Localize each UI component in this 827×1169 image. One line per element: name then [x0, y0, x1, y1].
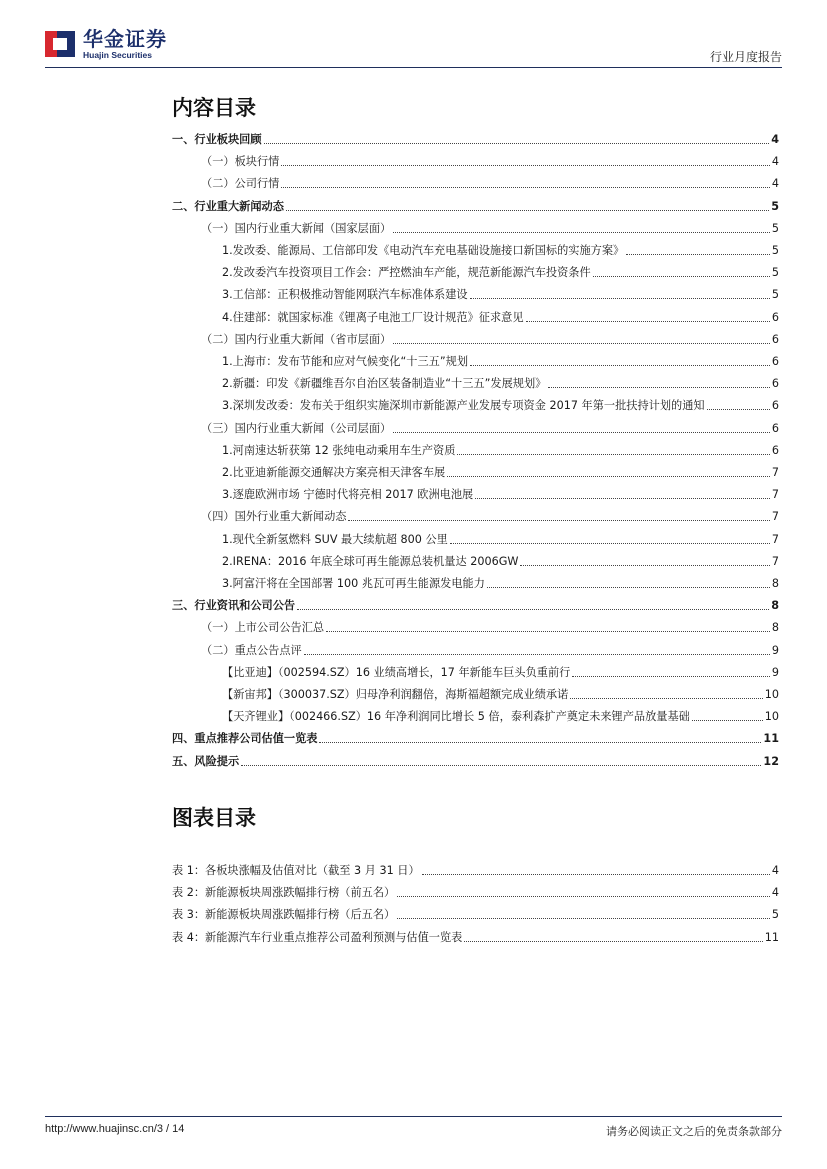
toc-entry-page: 11	[764, 930, 779, 944]
toc-entry-page: 6	[771, 443, 779, 457]
toc-entry-page: 6	[771, 310, 779, 324]
toc-entry[interactable]	[222, 375, 779, 391]
logo-mark-icon	[45, 28, 77, 60]
toc-entry[interactable]	[222, 286, 779, 302]
toc-entry[interactable]	[222, 664, 779, 680]
toc-entry[interactable]	[222, 708, 779, 724]
toc-entry-page: 5	[771, 288, 779, 302]
toc-entry[interactable]	[201, 420, 779, 436]
toc-entry-page: 5	[771, 199, 779, 213]
toc-entry[interactable]	[201, 508, 779, 524]
toc-entry-label: （一）国内行业重大新闻（国家层面）	[201, 221, 392, 235]
dot-leader	[393, 343, 770, 344]
toc-entry-label: 2.IRENA：2016 年底全球可再生能源总装机量达 2006GW	[222, 554, 519, 568]
toc-entry-label: 1.发改委、能源局、工信部印发《电动汽车充电基础设施接口新国标的实施方案》	[222, 244, 625, 257]
toc-entry-page: 7	[771, 554, 779, 568]
toc-entry-label: 【天齐锂业】（002466.SZ）16 年净利润同比增长 5 倍，泰利森扩产奠定未来锂产品放量基础	[222, 710, 690, 724]
toc-entry-page: 10	[764, 710, 779, 724]
logo-chinese-name: 华金证券	[83, 27, 167, 51]
dot-leader	[692, 720, 763, 721]
toc-entry[interactable]	[222, 575, 779, 591]
dot-leader	[570, 698, 762, 699]
figures-title: 图表目录	[172, 806, 256, 830]
toc-entry[interactable]	[172, 862, 779, 878]
toc-entry-page: 4	[771, 177, 779, 191]
dot-leader	[450, 543, 770, 544]
toc-entry[interactable]	[172, 198, 779, 214]
footer-disclaimer: 请务必阅读正文之后的免责条款部分	[606, 1125, 782, 1138]
toc-entry-label: 2.发改委汽车投资项目工作会：严控燃油车产能，规范新能源汽车投资条件	[222, 266, 591, 280]
toc-entry-label: 表 2：新能源板块周涨跌幅排行榜（前五名）	[172, 886, 396, 900]
toc-entry[interactable]	[201, 642, 779, 658]
toc-entry-page: 9	[771, 643, 779, 657]
toc-entry[interactable]	[222, 242, 779, 258]
dot-leader	[264, 143, 770, 144]
toc-entry[interactable]	[222, 464, 779, 480]
dot-leader	[304, 654, 770, 655]
toc-entry-page: 8	[771, 621, 779, 635]
toc-title: 内容目录	[172, 96, 256, 120]
footer-url[interactable]: http://www.huajinsc.cn/3 / 14	[45, 1123, 185, 1135]
toc-entry[interactable]	[201, 619, 779, 635]
toc-entry[interactable]	[201, 331, 779, 347]
toc-entry-page: 6	[771, 399, 779, 413]
toc-entry-page: 7	[771, 466, 779, 479]
toc-entry-page: 7	[771, 488, 779, 502]
logo-english-name: Huajin Securities	[83, 50, 152, 60]
dot-leader	[397, 918, 770, 919]
toc-entry[interactable]	[172, 131, 779, 147]
toc-entry-page: 8	[771, 599, 779, 613]
report-type: 行业月度报告	[709, 50, 782, 64]
toc-entry-page: 4	[771, 155, 779, 169]
dot-leader	[475, 498, 770, 499]
toc-entry[interactable]	[222, 486, 779, 502]
dot-leader	[326, 631, 770, 632]
dot-leader	[593, 276, 770, 277]
toc-entry-page: 5	[771, 244, 779, 257]
toc-entry-label: 四、重点推荐公司估值一览表	[172, 732, 318, 746]
dot-leader	[526, 321, 770, 322]
dot-leader	[447, 476, 770, 477]
toc-entry-label: 1.河南速达斩获第 12 张纯电动乘用车生产资质	[222, 443, 456, 457]
toc-entry-page: 8	[771, 577, 779, 590]
company-logo	[45, 28, 167, 60]
toc-entry-page: 10	[764, 688, 779, 701]
toc-entry[interactable]	[222, 309, 779, 325]
toc-entry-label: 【比亚迪】（002594.SZ）16 业绩高增长，17 年新能车巨头负重前行	[222, 665, 571, 679]
toc-entry[interactable]	[222, 353, 779, 369]
toc-entry-label: 2.新疆：印发《新疆维吾尔自治区装备制造业“十三五”发展规划》	[222, 377, 547, 391]
toc-entry-page: 5	[771, 908, 779, 922]
toc-entry-label: （二）国内行业重大新闻（省市层面）	[201, 332, 392, 346]
dot-leader	[393, 232, 770, 233]
toc-entry-label: 3.深圳发改委：发布关于组织实施深圳市新能源产业发展专项资金 2017 年第一批扶持计划的通知	[222, 399, 705, 413]
toc-entry-page: 12	[763, 754, 779, 768]
toc-entry-page: 4	[771, 864, 779, 877]
toc-entry-label: 表 1：各板块涨幅及估值对比（截至 3 月 31 日）	[172, 864, 420, 877]
toc-entry-label: 表 3：新能源板块周涨跌幅排行榜（后五名）	[172, 908, 396, 922]
toc-entry-label: 三、行业资讯和公司公告	[172, 599, 296, 613]
toc-entry-label: （四）国外行业重大新闻动态	[201, 510, 347, 524]
toc-entry-label: （二）公司行情	[201, 177, 280, 191]
toc-entry-page: 5	[771, 221, 779, 235]
dot-leader	[297, 609, 769, 610]
toc-entry[interactable]	[172, 597, 779, 613]
toc-entry-page: 9	[771, 665, 779, 679]
toc-entry-label: 五、风险提示	[172, 754, 240, 768]
toc-entry[interactable]	[172, 929, 779, 945]
dot-leader	[319, 742, 761, 743]
dot-leader	[281, 165, 770, 166]
toc-entry[interactable]	[222, 264, 779, 280]
dot-leader	[548, 387, 770, 388]
dot-leader	[572, 676, 770, 677]
toc-entry-label: 4.住建部：就国家标准《锂离子电池工厂设计规范》征求意见	[222, 310, 524, 324]
dot-leader	[422, 874, 770, 875]
toc-entry-label: （三）国内行业重大新闻（公司层面）	[201, 421, 392, 435]
dot-leader	[397, 896, 770, 897]
toc-entry[interactable]	[201, 153, 779, 169]
toc-entry-page: 4	[771, 133, 779, 146]
toc-entry-label: 3.工信部：正积极推动智能网联汽车标准体系建设	[222, 288, 468, 302]
toc-entry-page: 6	[771, 332, 779, 346]
toc-entry[interactable]	[172, 906, 779, 922]
dot-leader	[707, 409, 770, 410]
dot-leader	[464, 941, 762, 942]
toc-entry-label: 表 4：新能源汽车行业重点推荐公司盈利预测与估值一览表	[172, 930, 463, 944]
dot-leader	[286, 210, 769, 211]
toc-entry[interactable]	[172, 884, 779, 900]
dot-leader	[487, 587, 770, 588]
toc-entry-page: 4	[771, 886, 779, 900]
toc-entry[interactable]	[172, 730, 779, 746]
dot-leader	[457, 454, 769, 455]
page-footer	[45, 1116, 782, 1138]
toc-entry-label: 3.逐鹿欧洲市场 宁德时代将亮相 2017 欧洲电池展	[222, 488, 474, 502]
toc-entry[interactable]	[222, 397, 779, 413]
toc-entry-label: 1.现代全新氢燃料 SUV 最大续航超 800 公里	[222, 532, 448, 546]
toc-entry-page: 11	[763, 732, 779, 746]
toc-entry-page: 6	[771, 421, 779, 435]
page-header	[45, 26, 782, 68]
toc-entry-label: 【新宙邦】（300037.SZ）归母净利润翻倍，海斯福超额完成业绩承诺	[222, 688, 569, 701]
toc-entry[interactable]	[201, 220, 779, 236]
dot-leader	[241, 765, 761, 766]
toc-entry-label: 一、行业板块回顾	[172, 133, 262, 146]
dot-leader	[470, 365, 770, 366]
toc-entry-page: 7	[771, 510, 779, 524]
dot-leader	[520, 565, 769, 566]
dot-leader	[281, 187, 770, 188]
toc-entry[interactable]	[222, 553, 779, 569]
dot-leader	[393, 432, 770, 433]
toc-entry-page: 6	[771, 355, 779, 368]
dot-leader	[470, 298, 770, 299]
toc-entry[interactable]	[222, 686, 779, 702]
toc-entry-label: 3.阿富汗将在全国部署 100 兆瓦可再生能源发电能力	[222, 577, 485, 590]
toc-entry-label: 二、行业重大新闻动态	[172, 199, 284, 213]
toc-entry-label: （二）重点公告点评	[201, 643, 302, 657]
dot-leader	[626, 254, 770, 255]
toc-entry-page: 7	[771, 532, 779, 546]
toc-entry-label: （一）上市公司公告汇总	[201, 621, 325, 635]
toc-entry[interactable]	[172, 753, 779, 769]
toc-entry[interactable]	[222, 531, 779, 547]
toc-entry-page: 5	[771, 266, 779, 280]
toc-entry-label: （一）板块行情	[201, 155, 280, 169]
toc-entry-label: 2.比亚迪新能源交通解决方案亮相天津客车展	[222, 466, 446, 479]
toc-entry-label: 1.上海市：发布节能和应对气候变化“十三五”规划	[222, 355, 469, 368]
dot-leader	[348, 520, 769, 521]
toc-entry[interactable]	[201, 175, 779, 191]
toc-entry[interactable]	[222, 442, 779, 458]
toc-entry-page: 6	[771, 377, 779, 391]
